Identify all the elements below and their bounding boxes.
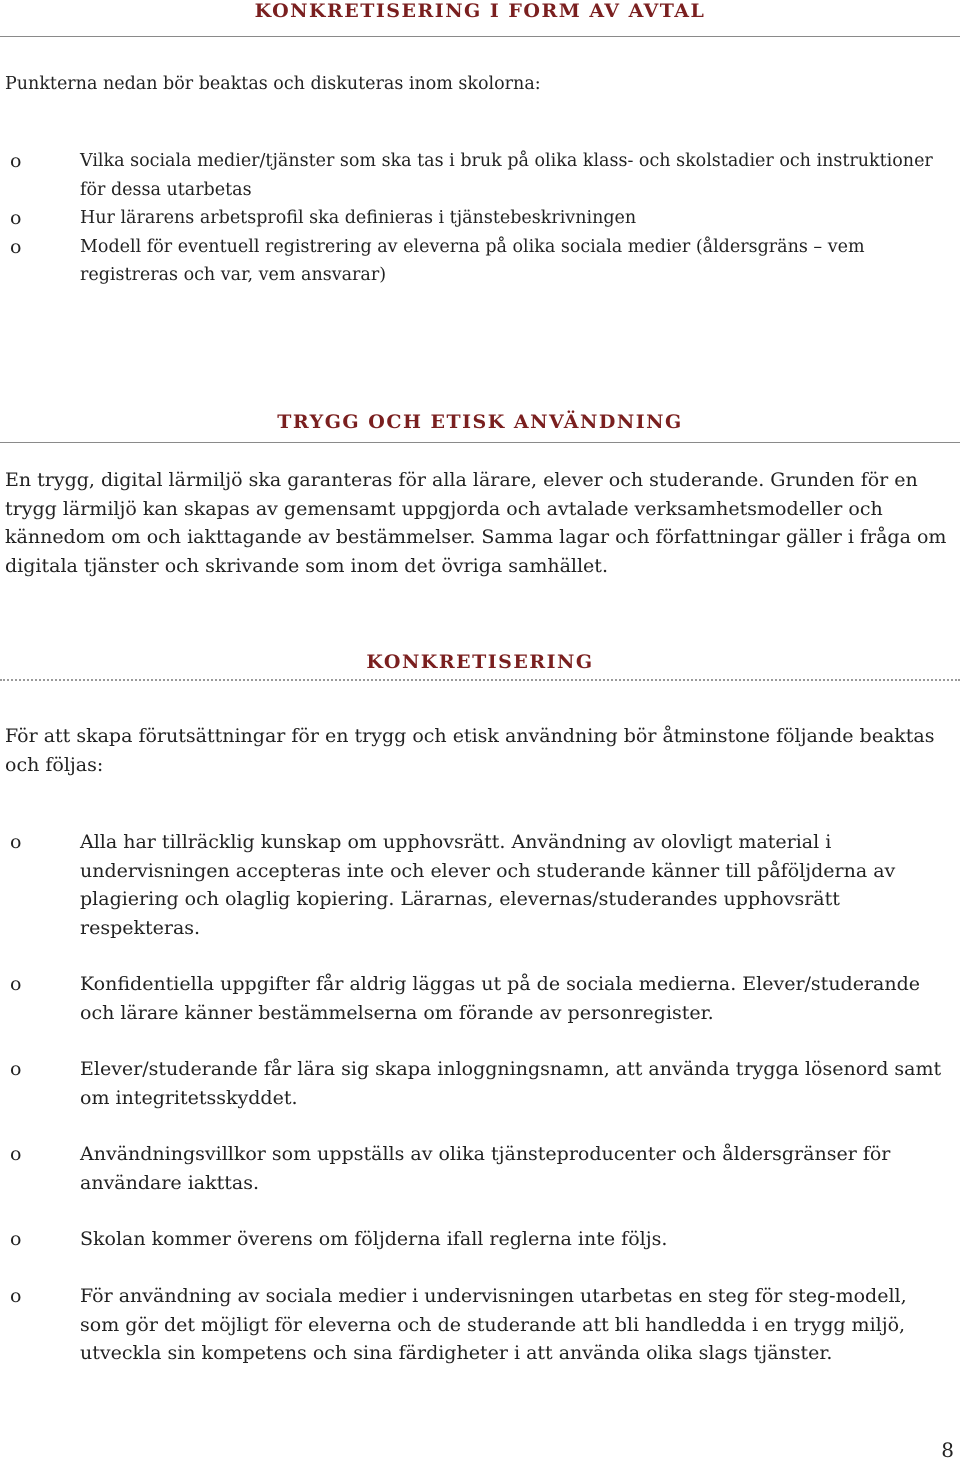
bullet-marker: o xyxy=(10,1058,22,1080)
section-divider xyxy=(0,36,960,37)
bullet-marker: o xyxy=(10,1285,22,1307)
bullet-marker: o xyxy=(10,973,22,995)
section-heading-avtal: KONKRETISERING I FORM AV AVTAL xyxy=(254,0,706,22)
list-item xyxy=(0,204,945,233)
list-item-text: Alla har tillräcklig kunskap om upphovsrätt. Användning av olovligt material i undervisningen accepteras inte och elever och studerande känner till påföljderna av plagiering och olaglig kopiering. Lärarnas, elevernas/studerandes upphovsrätt respekteras. xyxy=(80,831,896,939)
list-item xyxy=(0,233,945,290)
list-item xyxy=(0,970,945,1027)
list-item xyxy=(0,1225,945,1254)
list-item xyxy=(0,1055,945,1112)
section-paragraph: En trygg, digital lärmiljö ska garanteras för alla lärare, elever och studerande. Grunden för en trygg lärmiljö kan skapas av gemensamt uppgjorda och avtalade verksamhetsmodeller och kännedom om och iakttagande av bestämmelser. Samma lagar och författningar gäller i fråga om digitala tjänster och skrivande som inom det övriga samhället. xyxy=(5,469,947,577)
bullet-marker: o xyxy=(10,150,22,172)
section-heading-trygg: TRYGG OCH ETISK ANVÄNDNING xyxy=(277,411,683,433)
section-heading-konkretisering: KONKRETISERING xyxy=(366,651,594,673)
list-item-text: För användning av sociala medier i undervisningen utarbetas en steg för steg-modell, som gör det möjligt för eleverna och de studerande att bli handledda i en trygg miljö, utveckla sin kompetens och sina färdigheter i att använda olika slags tjänster. xyxy=(80,1285,907,1364)
list-item-text: Hur lärarens arbetsprofil ska definieras i tjänstebeskrivningen xyxy=(80,208,637,228)
list-item-text: Modell för eventuell registrering av eleverna på olika sociala medier (åldersgräns – vem registreras och var, vem ansvarar) xyxy=(80,236,865,285)
list-item-text: Konfidentiella uppgifter får aldrig läggas ut på de sociala medierna. Elever/studerande och lärare känner bestämmelserna om förande av personregister. xyxy=(80,973,921,1024)
section-divider xyxy=(0,442,960,443)
section-divider xyxy=(0,679,960,681)
section-intro: För att skapa förutsättningar för en trygg och etisk användning bör åtminstone följande beaktas och följas: xyxy=(5,725,935,776)
list-item xyxy=(0,147,945,204)
bullet-marker: o xyxy=(10,1143,22,1165)
list-item-text: Elever/studerande får lära sig skapa inloggningsnamn, att använda trygga lösenord samt om integritetsskyddet. xyxy=(80,1058,942,1109)
bullet-marker: o xyxy=(10,831,22,853)
list-item-text: Skolan kommer överens om följderna ifall reglerna inte följs. xyxy=(80,1228,668,1250)
list-item-text: Användningsvillkor som uppställs av olika tjänsteproducenter och åldersgränser för användare iakttas. xyxy=(80,1143,891,1194)
bullet-marker: o xyxy=(10,1228,22,1250)
list-item xyxy=(0,1140,945,1197)
section-intro: Punkterna nedan bör beaktas och diskuteras inom skolorna: xyxy=(5,74,541,94)
bullet-list-avtal xyxy=(0,147,960,290)
page-number: 8 xyxy=(941,1438,954,1462)
bullet-marker: o xyxy=(10,207,22,229)
list-item xyxy=(0,828,945,942)
bullet-marker: o xyxy=(10,235,22,258)
list-item xyxy=(0,1282,945,1368)
list-item-text: Vilka sociala medier/tjänster som ska tas i bruk på olika klass- och skolstadier och instruktioner för dessa utarbetas xyxy=(80,151,933,200)
